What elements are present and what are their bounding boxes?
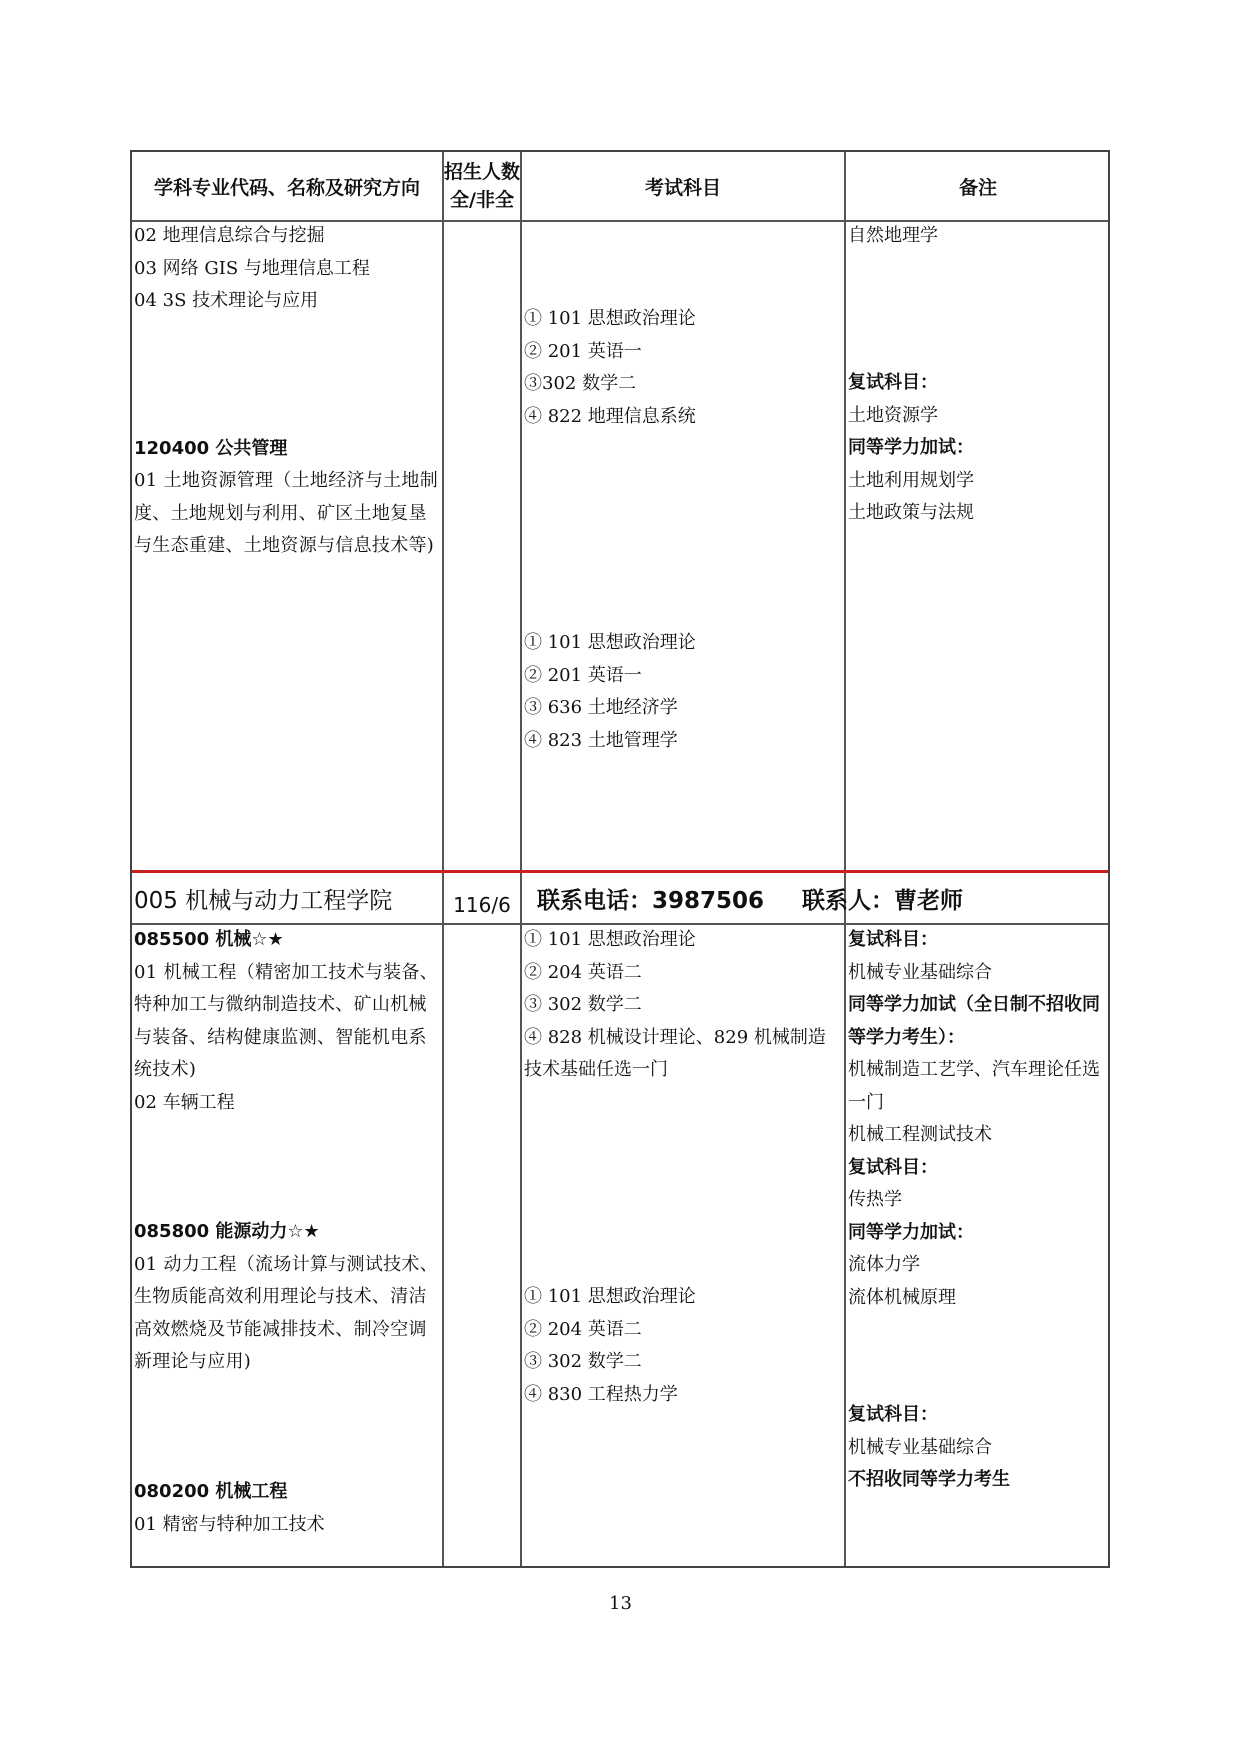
college-quota: 116/6 xyxy=(453,892,511,917)
retest-label: 复试科目： xyxy=(848,1404,938,1425)
contact-person: 联系人：曹老师 xyxy=(802,888,964,914)
major-title: 120400 公共管理 xyxy=(134,438,288,459)
retest-label: 复试科目： xyxy=(848,372,938,393)
exam-item: ③ 302 数学二 xyxy=(524,1351,642,1372)
major-direction: 01 机械工程（精密加工技术与装备、特种加工与微纳制造技术、矿山机械与装备、结构健康监测、智能机电系统技术) xyxy=(134,961,439,1080)
header-exam: 考试科目 xyxy=(644,176,721,199)
equal-exam-label: 同等学力加试： xyxy=(848,437,974,458)
exam-item: ④ 822 地理信息系统 xyxy=(524,405,696,427)
direction-item: 04 3S 技术理论与应用 xyxy=(134,290,319,311)
major-direction: 01 土地资源管理（土地经济与土地制度、土地规划与利用、矿区土地复垦与生态重建、土地资源与信息技术等) xyxy=(134,470,439,556)
notes-block xyxy=(848,924,1110,1314)
notes-block xyxy=(848,1399,1110,1497)
exam-item: ① 101 思想政治理论 xyxy=(524,632,696,653)
major-title: 085500 机械☆★ xyxy=(134,929,284,950)
note-text: 机械工程测试技术 xyxy=(848,1124,992,1145)
admission-table xyxy=(130,150,1110,1568)
no-equal-note: 不招收同等学力考生 xyxy=(848,1469,1010,1490)
exam-item: ④ 830 工程热力学 xyxy=(524,1383,678,1405)
equal-exam-label: 同等学力加试： xyxy=(848,1221,974,1243)
exam-item: ① 101 思想政治理论 xyxy=(524,1286,696,1307)
major-direction: 01 精密与特种加工技术 xyxy=(134,1513,325,1535)
note-text: 流体力学 xyxy=(848,1254,920,1275)
exam-item: ④ 823 土地管理学 xyxy=(524,729,678,751)
column-divider xyxy=(520,152,522,1566)
note-text: 土地利用规划学 xyxy=(848,469,974,491)
note-text: 机械制造工艺学、汽车理论任选一门 xyxy=(848,1059,1100,1113)
note-text: 自然地理学 xyxy=(848,225,938,246)
note-text: 机械专业基础综合 xyxy=(848,961,992,983)
exam-item: ③ 636 土地经济学 xyxy=(524,697,678,718)
note-text: 传热学 xyxy=(848,1189,902,1210)
exam-item: ② 204 英语二 xyxy=(524,1318,642,1340)
college-contact xyxy=(537,874,1107,923)
equal-exam-label: 同等学力加试（全日制不招收同等学力考生）： xyxy=(848,994,1100,1048)
exam-item: ② 201 英语一 xyxy=(524,340,642,362)
exam-list xyxy=(524,627,842,757)
directions-list xyxy=(134,220,440,318)
note-text: 土地资源学 xyxy=(848,404,938,426)
majors-block xyxy=(134,924,440,1119)
header-quota-line1: 招生人数 xyxy=(444,161,521,183)
college-name: 005 机械与动力工程学院 xyxy=(134,888,393,914)
exam-list xyxy=(524,303,842,433)
college-separator xyxy=(132,870,1108,873)
header-major: 学科专业代码、名称及研究方向 xyxy=(153,176,420,199)
exam-list xyxy=(524,924,842,1087)
exam-item: ③ 302 数学二 xyxy=(524,994,642,1015)
note-text: 流体机械原理 xyxy=(848,1286,956,1308)
contact-phone: 联系电话：3987506 xyxy=(537,888,765,914)
column-divider xyxy=(844,152,846,1566)
retest-label: 复试科目： xyxy=(848,929,938,950)
notes-block xyxy=(848,367,1110,530)
major-direction: 01 动力工程（流场计算与测试技术、生物质能高效利用理论与技术、清洁高效燃烧及节能减排技术、制冷空调新理论与应用) xyxy=(134,1253,439,1372)
exam-item: ① 101 思想政治理论 xyxy=(524,308,696,329)
major-direction: 02 车辆工程 xyxy=(134,1091,235,1113)
exam-item: ④ 828 机械设计理论、829 机械制造技术基础任选一门 xyxy=(524,1026,826,1080)
note-text: 土地政策与法规 xyxy=(848,502,974,523)
majors-block xyxy=(134,1476,440,1541)
header-quota-line2: 全/非全 xyxy=(450,189,514,211)
exam-item: ② 201 英语一 xyxy=(524,664,642,686)
majors-block xyxy=(134,1216,440,1379)
header-quota xyxy=(444,152,520,220)
direction-item: 03 网络 GIS 与地理信息工程 xyxy=(134,257,370,279)
retest-label: 复试科目： xyxy=(848,1156,938,1178)
exam-item: ② 204 英语二 xyxy=(524,961,642,983)
major-title: 080200 机械工程 xyxy=(134,1481,288,1502)
column-divider xyxy=(442,152,444,1566)
direction-item: 02 地理信息综合与挖掘 xyxy=(134,225,325,246)
exam-item: ③302 数学二 xyxy=(524,373,637,394)
header-notes: 备注 xyxy=(958,176,997,199)
exam-list xyxy=(524,1281,842,1411)
note-text: 机械专业基础综合 xyxy=(848,1436,992,1458)
exam-item: ① 101 思想政治理论 xyxy=(524,929,696,950)
page-number: 13 xyxy=(609,1593,632,1614)
major-title: 085800 能源动力☆★ xyxy=(134,1221,320,1242)
